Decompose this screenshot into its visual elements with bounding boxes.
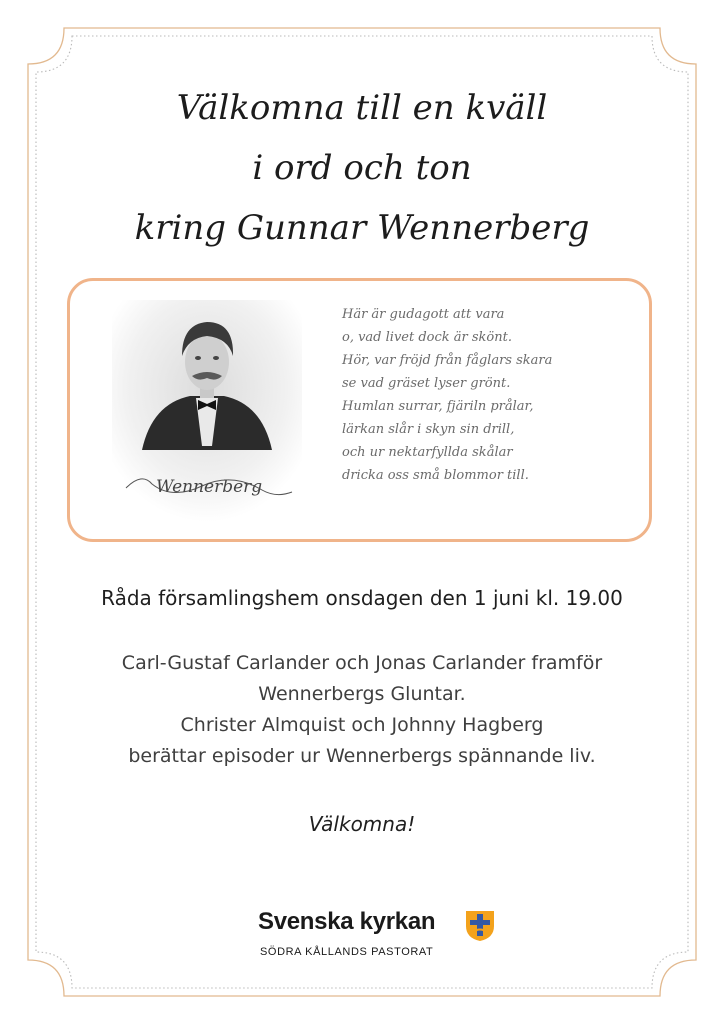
description-line: Carl-Gustaf Carlander och Jonas Carlander framför — [121, 652, 603, 674]
poem-line: lärkan slår i skyn sin drill, — [342, 422, 515, 437]
poem-line: dricka oss små blommor till. — [342, 468, 529, 483]
event-description — [0, 648, 724, 772]
poem-line: Humlan surrar, fjäriln prålar, — [342, 399, 534, 414]
poem-line: och ur nektarfyllda skålar — [342, 445, 513, 460]
logo-subtitle: SÖDRA KÅLLANDS PASTORAT — [260, 946, 434, 958]
title-line-1: Välkomna till en kväll — [176, 88, 548, 128]
invitation-title — [0, 78, 724, 258]
description-line: Wennerbergs Gluntar. — [258, 683, 466, 705]
poem-line: Hör, var fröjd från fåglars skara — [342, 353, 553, 368]
event-place-time: Råda församlingshem onsdagen den 1 juni kl. 19.00 — [101, 586, 623, 610]
welcome-text: Välkomna! — [308, 812, 416, 836]
church-cross-icon — [465, 910, 495, 942]
wennerberg-portrait — [112, 300, 302, 522]
description-line: berättar episoder ur Wennerbergs spännande liv. — [128, 745, 596, 767]
poem-verse — [342, 303, 642, 487]
svenska-kyrkan-logo — [258, 908, 508, 968]
title-line-3: kring Gunnar Wennerberg — [134, 208, 590, 248]
poem-line: Här är gudagott att vara — [342, 307, 505, 322]
portrait-signature: Wennerberg — [156, 477, 263, 497]
poem-line: o, vad livet dock är skönt. — [342, 330, 512, 345]
title-line-2: i ord och ton — [252, 148, 472, 188]
poem-line: se vad gräset lyser grönt. — [342, 376, 511, 391]
logo-name: Svenska kyrkan — [258, 908, 436, 935]
description-line: Christer Almquist och Johnny Hagberg — [180, 714, 544, 736]
